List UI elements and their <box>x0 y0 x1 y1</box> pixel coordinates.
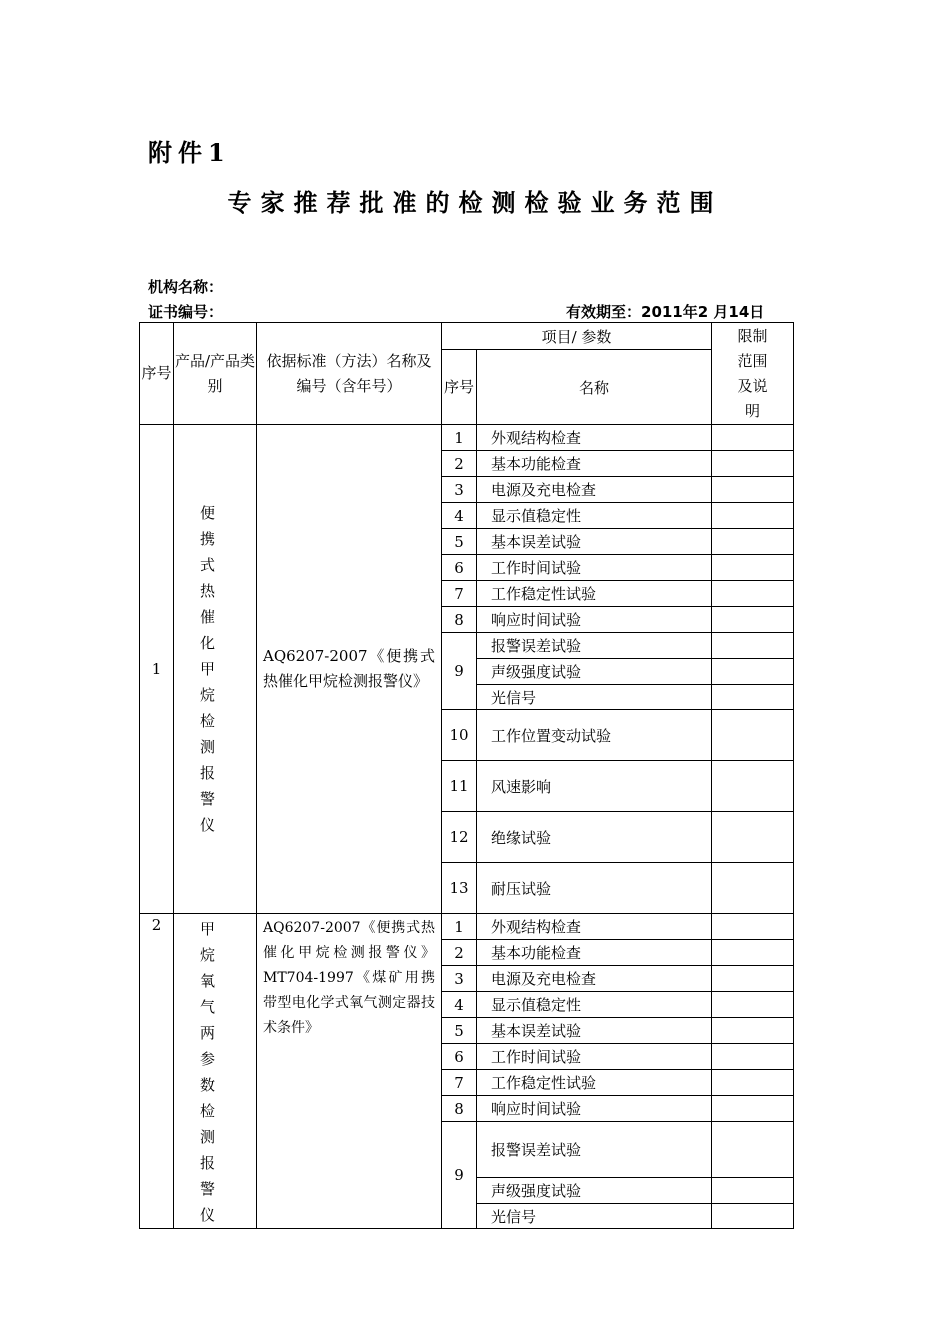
org-name-label: 机构名称： <box>148 278 224 296</box>
item-seq: 12 <box>442 812 477 863</box>
limits-cell <box>712 710 794 761</box>
scope-table-body <box>140 323 794 1229</box>
limits-cell <box>712 1018 794 1044</box>
item-seq: 8 <box>442 607 477 633</box>
limits-cell <box>712 581 794 607</box>
item-seq: 2 <box>442 451 477 477</box>
header-product: 产品/产品类别 <box>174 323 257 425</box>
limits-cell <box>712 863 794 914</box>
limits-cell <box>712 477 794 503</box>
item-name: 工作时间试验 <box>477 555 712 581</box>
item-seq: 6 <box>442 555 477 581</box>
item-seq: 2 <box>442 940 477 966</box>
item-name: 声级强度试验 <box>477 1178 712 1204</box>
item-name: 工作时间试验 <box>477 1044 712 1070</box>
item-seq: 5 <box>442 1018 477 1044</box>
limits-cell <box>712 503 794 529</box>
group-seq: 2 <box>140 914 174 1229</box>
document-title: 专家推荐批准的检测检验业务范围 <box>227 188 723 217</box>
item-name: 声级强度试验 <box>477 659 712 685</box>
item-name: 光信号 <box>477 685 712 710</box>
table-row <box>140 425 794 451</box>
limits-cell <box>712 1204 794 1229</box>
scope-table <box>139 322 794 1229</box>
item-name: 基本误差试验 <box>477 529 712 555</box>
item-seq: 1 <box>442 914 477 940</box>
item-name: 绝缘试验 <box>477 812 712 863</box>
item-name: 工作稳定性试验 <box>477 1070 712 1096</box>
item-seq: 5 <box>442 529 477 555</box>
header-item-seq: 序号 <box>442 350 477 425</box>
item-name: 报警误差试验 <box>477 1122 712 1178</box>
item-name: 光信号 <box>477 1204 712 1229</box>
limits-cell <box>712 555 794 581</box>
limits-cell <box>712 914 794 940</box>
limits-cell <box>712 1122 794 1178</box>
item-name: 电源及充电检查 <box>477 966 712 992</box>
limits-cell <box>712 1178 794 1204</box>
item-name: 报警误差试验 <box>477 633 712 659</box>
item-name: 外观结构检查 <box>477 914 712 940</box>
item-name: 电源及充电检查 <box>477 477 712 503</box>
item-seq: 8 <box>442 1096 477 1122</box>
item-seq: 3 <box>442 966 477 992</box>
limits-cell <box>712 633 794 659</box>
item-seq: 1 <box>442 425 477 451</box>
header-item-name: 名称 <box>477 350 712 425</box>
item-name: 显示值稳定性 <box>477 992 712 1018</box>
limits-cell <box>712 659 794 685</box>
item-name: 基本误差试验 <box>477 1018 712 1044</box>
item-name: 显示值稳定性 <box>477 503 712 529</box>
limits-cell <box>712 761 794 812</box>
item-seq: 4 <box>442 992 477 1018</box>
item-seq: 4 <box>442 503 477 529</box>
cert-number-label: 证书编号： <box>148 303 224 321</box>
item-seq: 7 <box>442 1070 477 1096</box>
limits-cell <box>712 529 794 555</box>
header-limits: 限制范围及说明 <box>712 323 794 425</box>
item-name: 耐压试验 <box>477 863 712 914</box>
item-name: 基本功能检查 <box>477 940 712 966</box>
item-name: 外观结构检查 <box>477 425 712 451</box>
group-standard: AQ6207-2007《便携式热催化甲烷检测报警仪》 <box>257 425 442 914</box>
item-name: 响应时间试验 <box>477 607 712 633</box>
valid-until-label: 有效期至：2011年2 月14日 <box>566 303 765 321</box>
group-product: 便携式热催化甲烷检测报警仪 <box>174 425 257 914</box>
item-seq: 13 <box>442 863 477 914</box>
item-seq: 7 <box>442 581 477 607</box>
limits-cell <box>712 812 794 863</box>
attachment-label: 附件1 <box>148 138 231 167</box>
item-seq: 9 <box>442 1122 477 1229</box>
limits-cell <box>712 1044 794 1070</box>
item-name: 响应时间试验 <box>477 1096 712 1122</box>
item-name: 工作稳定性试验 <box>477 581 712 607</box>
limits-cell <box>712 451 794 477</box>
item-seq: 10 <box>442 710 477 761</box>
limits-cell <box>712 607 794 633</box>
limits-cell <box>712 966 794 992</box>
limits-cell <box>712 1070 794 1096</box>
item-seq: 9 <box>442 633 477 710</box>
limits-cell <box>712 940 794 966</box>
group-product: 甲烷氧气两参数检测报警仪 <box>174 914 257 1229</box>
item-name: 工作位置变动试验 <box>477 710 712 761</box>
item-name: 风速影响 <box>477 761 712 812</box>
header-seq: 序号 <box>140 323 174 425</box>
item-name: 基本功能检查 <box>477 451 712 477</box>
group-standard: AQ6207-2007《便携式热催化甲烷检测报警仪》MT704-1997《煤矿用携带型电化学式氧气测定器技术条件》 <box>257 914 442 1229</box>
table-row <box>140 914 794 940</box>
limits-cell <box>712 685 794 710</box>
group-seq: 1 <box>140 425 174 914</box>
item-seq: 6 <box>442 1044 477 1070</box>
limits-cell <box>712 425 794 451</box>
header-standard: 依据标准（方法）名称及编号（含年号） <box>257 323 442 425</box>
limits-cell <box>712 1096 794 1122</box>
item-seq: 3 <box>442 477 477 503</box>
item-seq: 11 <box>442 761 477 812</box>
header-items: 项目/ 参数 <box>442 323 712 350</box>
limits-cell <box>712 992 794 1018</box>
